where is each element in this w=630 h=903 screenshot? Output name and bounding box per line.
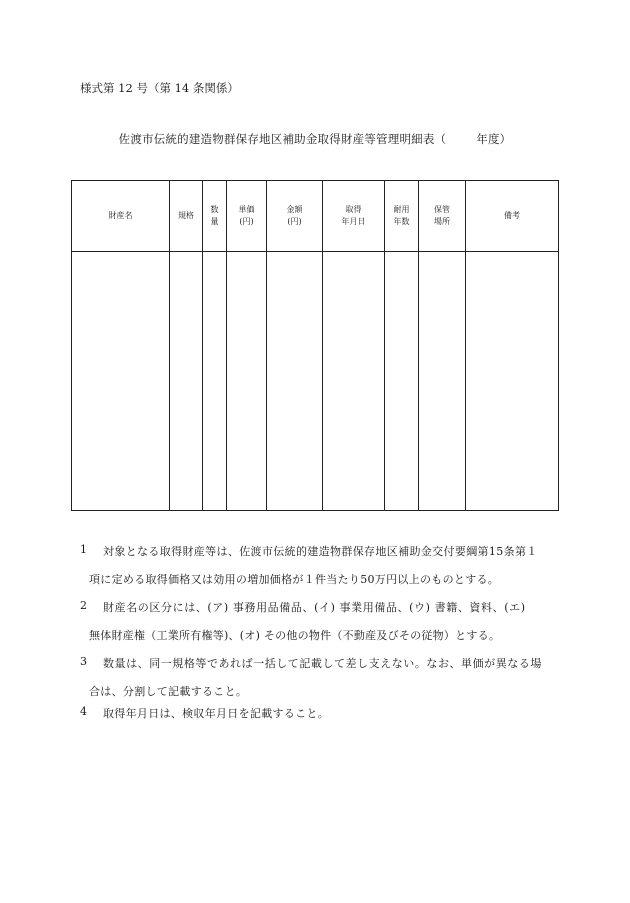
page-title [0,131,630,147]
table-body-row [72,252,559,511]
cell-useful-life[interactable] [385,252,419,511]
cell-acquisition-date[interactable] [323,252,385,511]
col-storage-location: 保管 場所 [419,181,466,252]
asset-ledger-table [71,180,559,511]
col-asset-name: 財産名 [72,181,170,252]
note-line: 無体財産権（工業所有権等)、(オ) その他の物件（不動産及びその従物）とする。 [89,629,501,642]
note-number: 4 [80,705,87,718]
note-line: 財産名の区分には、(ア) 事務用品備品、(イ) 事業用備品、(ウ) 書籍、資料、(エ) [103,601,526,614]
col-remarks: 備考 [466,181,559,252]
cell-quantity[interactable] [203,252,227,511]
cell-asset-name[interactable] [72,252,170,511]
title-suffix: 年度） [476,132,512,146]
note-line: 項に定める取得価格又は効用の増加価格が１件当たり50万円以上のものとする。 [89,573,500,586]
note-number: 3 [80,655,87,668]
col-spec: 規格 [170,181,203,252]
cell-unit-price[interactable] [227,252,267,511]
note-number: 1 [80,543,87,556]
col-unit-price: 単価 (円) [227,181,267,252]
col-acquisition-date: 取得 年月日 [323,181,385,252]
cell-remarks[interactable] [466,252,559,511]
cell-storage-location[interactable] [419,252,466,511]
note-line: 数量は、同一規格等であれば一括して記載して差し支えない。なお、単価が異なる場 [103,657,542,670]
col-useful-life: 耐用 年数 [385,181,419,252]
form-number: 様式第 12 号（第 14 条関係） [80,81,239,95]
note-line: 対象となる取得財産等は、佐渡市伝統的建造物群保存地区補助金交付要綱第15条第１ [103,545,538,558]
note-line: 合は、分割して記載すること。 [89,685,248,698]
col-quantity: 数 量 [203,181,227,252]
note-number: 2 [80,599,87,612]
table-header-row [72,181,559,252]
cell-amount[interactable] [267,252,323,511]
title-text: 佐渡市伝統的建造物群保存地区補助金取得財産等管理明細表（ [118,132,447,146]
cell-spec[interactable] [170,252,203,511]
col-amount: 金額 (円) [267,181,323,252]
note-line: 取得年月日は、検収年月日を記載すること。 [103,707,329,720]
